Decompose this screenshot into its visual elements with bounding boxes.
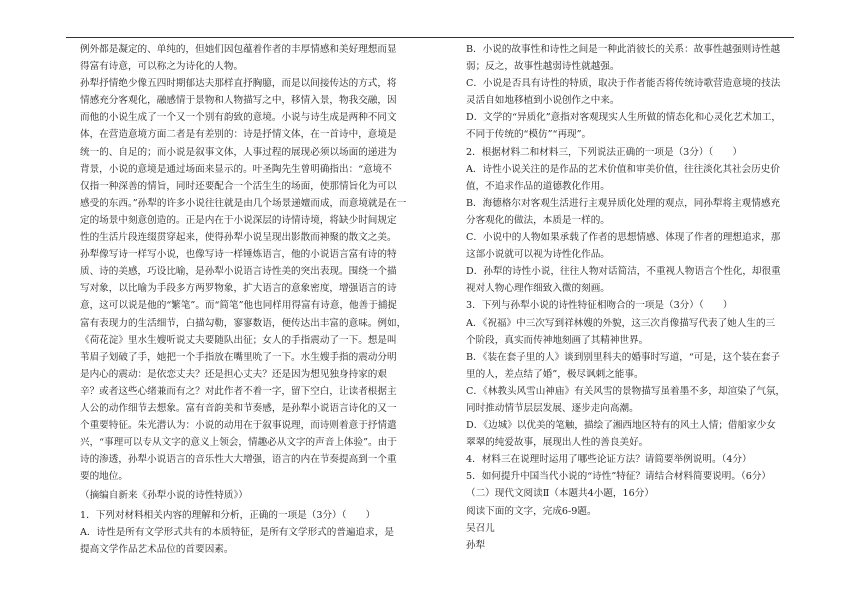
question-2-stem: 2．根据材料二和材料三，下列说法正确的一项是（3分）（ ）: [466, 146, 743, 158]
top-rule: [66, 37, 794, 38]
question-1-option-a: 提高文学作品艺术品位的首要因素。: [80, 543, 234, 555]
question-1-option-d: 不同于传统的“模仿”“再现”。: [466, 129, 592, 141]
question-2-option-a: A．诗性小说关注的是作品的艺术价值和审美价值，往往淡化其社会历史价: [466, 163, 780, 175]
question-3-option-b: 里的人，差点结了婚”，极尽讽刺之能事。: [466, 368, 644, 380]
question-5: 5．如何提升中国当代小说的“诗性”特征？请结合材料简要说明。（6分）: [466, 471, 772, 483]
question-1-option-c: C．小说是否具有诗性的特质，取决于作者能否将传统诗歌营造意境的技法: [466, 78, 781, 90]
text-line: 写对象，以比喻为手段多方两罗物象，扩大语言的意象密度，增强语言的诗: [80, 283, 397, 295]
text-line: 而他的小说生成了一个又一个别有韵致的意境。小说与诗生成是两种不同文: [80, 112, 397, 124]
text-line: 苇眉子划破了手，她把一个手指放在嘴里吮了一下。水生嫂手指的震动分明: [80, 351, 397, 363]
question-3-option-c: C．《林教头风雪山神庙》有关风雪的景物描写虽着墨不多，却渲染了气氛，: [466, 385, 786, 397]
text-line: 统一的、自足的；而小说是叙事文体，人事过程的展现必须以场面的递进为: [80, 146, 397, 158]
question-1-option-a: A．诗性是所有文学形式共有的本质特征，是所有文学形式的普遍追求，是: [80, 526, 394, 538]
question-1-option-d: D．文学的“异质化”意指对客观现实人生所做的情态化和心灵化艺术加工，: [466, 112, 781, 124]
question-1-option-b: B．小说的故事性和诗性之间是一种此消彼长的关系：故事性越强则诗性越: [466, 44, 781, 55]
right-column: [466, 41, 796, 554]
question-2-option-c: C．小说中的人物如果承载了作者的思想情感、体现了作者的理想追求，那: [466, 232, 781, 244]
question-1-stem: 1．下列对材料相关内容的理解和分析，正确的一项是（3分）（ ）: [80, 509, 376, 521]
text-line: 性的生活片段连缀贯穿起来，使得孙犁小说呈现出影散而神聚的散文之美。: [80, 232, 397, 244]
text-line: 意，这可以说是他的“繁笔”。而“简笔”他也同样用得富有诗意，他善于捕捉: [80, 300, 398, 312]
text-line: 诗的渗透，孙犁小说语言的音乐性大大增强，语言的内在节奏提高到一个重: [80, 454, 397, 466]
text-line: 个重要特征。朱光潜认为：小说的动用在于叙事说理，而诗则着意于抒情遣: [80, 420, 397, 432]
text-line: 兴，“事理可以专从文字的意义上领会，情趣必从文字的声音上体验”。由于: [80, 437, 397, 449]
question-3-option-d: 翠翠的纯爱故事，展现出人性的善良美好。: [466, 437, 649, 449]
question-2-option-b: B．海德格尔对客观生活进行主观异质化处理的观点，同孙犁将主观情感充: [466, 197, 781, 209]
text-line: 《荷花淀》里水生嫂听说丈夫要随队出征；女人的手指震动了一下。想是叫: [80, 334, 397, 346]
text-line: 例外都是凝定的、单纯的，但她们因包蕴着作者的丰厚情感和美好理想而显: [80, 44, 397, 55]
text-line: 体，在营造意境方面二者是有差别的：诗是抒情文体，在一首诗中，意境是: [80, 129, 397, 141]
text-line: 要的地位。: [80, 471, 128, 483]
question-1-option-b: 弱；反之，故事性越弱诗性就越强。: [466, 61, 620, 73]
question-2-option-a: 值，不追求作品的道德教化作用。: [466, 180, 610, 192]
left-column: [80, 41, 436, 558]
question-2-option-b: 分客观化的做法，本质是一样的。: [466, 214, 610, 226]
question-2-option-d: D．孙犁的诗性小说，往往人物对话简洁，不重视人物语言个性化，却很重: [466, 266, 781, 278]
text-line: 是内心的震动：是依恋丈夫？还是担心丈夫？还是因为想见独身持家的艰: [80, 368, 387, 380]
text-line: 情感充分客观化，融感情于景物和人物描写之中，移情入景，物我交融，因: [80, 95, 397, 107]
section-heading: （二）现代文阅读Ⅱ（本题共4小题，16分）: [466, 488, 654, 500]
text-line: 仅指一种深善的情旨，同时还要配合一个活生生的场面，使那情旨化为可以: [80, 180, 397, 192]
text-line: 孙犁抒情绝少像五四时期郁达夫那样直抒胸臆，而是以间接传达的方式，将: [80, 78, 397, 90]
text-line: 背景，小说的意境是通过场面来显示的。叶圣陶先生曾明确指出：“意境不: [80, 163, 392, 175]
story-title: 吴召儿: [466, 522, 495, 534]
question-2-option-c: 这部小说就可以视为诗性化作品。: [466, 249, 610, 261]
question-1-option-c: 灵活自如地移植到小说创作之中来。: [466, 95, 620, 107]
text-line: 富有表现力的生活细节，白描勾勒，寥寥数语，便传达出丰富的意味。例如，: [80, 317, 407, 329]
question-2-option-d: 视对人物心理作细致入微的刻画。: [466, 283, 610, 295]
text-line: 定的场景中刻意创造的。正是内在于小说深层的诗情诗境，将缺少时间规定: [80, 214, 397, 226]
question-3-option-d: D．《边城》以优美的笔触，描绘了湘西地区特有的风土人情；借船家少女: [466, 420, 776, 432]
question-3-option-a: A．《祝福》中三次写到祥林嫂的外貌，这三次肖像描写代表了她人生的三: [466, 317, 776, 329]
question-3-option-c: 同时推动情节层层发展、逐步走向高潮。: [466, 402, 639, 414]
text-line: 质、诗的美感，巧设比喻，是孙犁小说语言诗性美的突出表现。围绕一个描: [80, 266, 397, 278]
question-3-option-a: 个阶段，真实而传神地刻画了其精神世界。: [466, 334, 649, 346]
text-line: 孙犁像写诗一样写小说，也像写诗一样锤炼语言，他的小说语言富有诗的特: [80, 249, 397, 261]
question-3-stem: 3．下列与孙犁小说的诗性特征相吻合的一项是（3分）（ ）: [466, 300, 733, 312]
text-line: 感受的东西。”孙犁的许多小说往往就是由几个场景递嬗而成，而意境就是在一: [80, 197, 407, 209]
question-4: 4．材料三在说理时运用了哪些论证方法？请简要举例说明。（4分）: [466, 454, 752, 466]
reading-instruction: 阅读下面的文字，完成6-9题。: [466, 505, 597, 517]
question-3-option-b: B．《装在套子里的人》谈到别里科夫的婚事时写道，“可是，这个装在套子: [466, 351, 781, 363]
story-author: 孙犁: [466, 539, 486, 551]
text-line: 得富有诗意，可以称之为诗化的人物。: [80, 61, 244, 73]
text-line: 辛？或者这些心绪兼而有之？对此作者不着一字，留下空白，让读者根据主: [80, 385, 397, 397]
source-citation: （摘编自新来《孙犁小说的诗性特质》）: [80, 490, 248, 502]
text-line: 人公的动作细节去想象。富有音韵美和节奏感，是孙犁小说语言诗化的又一: [80, 402, 397, 414]
